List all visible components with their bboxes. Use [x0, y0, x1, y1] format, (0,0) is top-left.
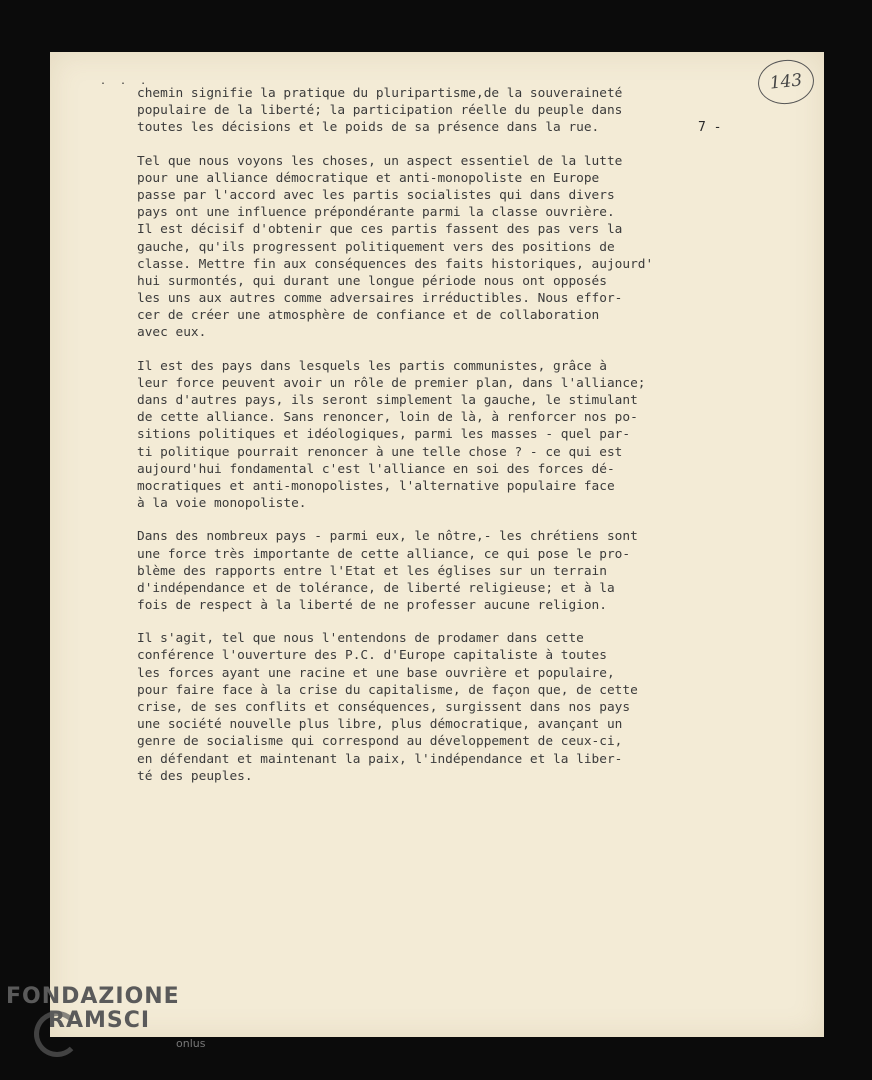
text-line: crise, de ses conflits et conséquences, surgissent dans nos pays	[137, 700, 631, 715]
text-line: en défendant et maintenant la paix, l'indépendance et la liber-	[137, 751, 623, 767]
text-line: à la voie monopoliste.	[137, 496, 307, 512]
text-line: populaire de la liberté; la participation réelle du peuple dans	[137, 103, 623, 119]
text-line: les forces ayant une racine et une base ouvrière et populaire,	[137, 665, 615, 681]
watermark-logo	[6, 984, 206, 1050]
paragraph	[137, 85, 737, 137]
text-line: mocratiques et anti-monopolistes, l'alternative populaire face	[137, 478, 615, 494]
archive-number: 143	[768, 70, 804, 94]
text-line: une force très importante de cette alliance, ce qui pose le pro-	[137, 546, 631, 562]
watermark-subtitle: RAMSCI	[48, 1008, 151, 1033]
text-line: Tel que nous voyons les choses, un aspect essentiel de la lutte	[137, 153, 623, 169]
text-line: Dans des nombreux pays - parmi eux, le nôtre,- les chrétiens sont	[137, 529, 638, 545]
text-line: une société nouvelle plus libre, plus démocratique, avançant un	[137, 717, 623, 733]
text-line: avec eux.	[137, 325, 207, 341]
margin-marks: . . .	[100, 76, 151, 87]
text-line: passe par l'accord avec les partis socialistes qui dans divers	[137, 187, 615, 203]
text-line: ti politique pourrait renoncer à une telle chose ? - ce qui est	[137, 444, 623, 460]
text-line: Il s'agit, tel que nous l'entendons de prodamer dans cette	[137, 631, 584, 647]
archive-number-stamp	[756, 57, 816, 107]
paragraph-gap	[137, 137, 737, 153]
text-line: pour une alliance démocratique et anti-monopoliste en Europe	[137, 170, 600, 186]
text-line: pour faire face à la crise du capitalisme, de façon que, de cette	[137, 682, 638, 698]
text-line: de cette alliance. Sans renoncer, loin de là, à renforcer nos po-	[137, 410, 638, 426]
text-line: genre de socialisme qui correspond au développement de ceux-ci,	[137, 734, 623, 750]
logo-g-icon	[34, 1011, 80, 1057]
text-line: sitions politiques et idéologiques, parmi les masses - quel par-	[137, 427, 631, 443]
watermark-suffix: onlus	[176, 1037, 206, 1050]
text-line: chemin signifie la pratique du pluripartisme,de la souveraineté	[137, 86, 623, 101]
text-line: fois de respect à la liberté de ne professer aucune religion.	[137, 598, 607, 614]
watermark-title: FONDAZIONE	[6, 984, 180, 1009]
text-line: leur force peuvent avoir un rôle de premier plan, dans l'alliance;	[137, 375, 646, 391]
paragraph	[137, 358, 737, 513]
text-line: té des peuples.	[137, 768, 253, 784]
text-line: gauche, qu'ils progressent politiquement vers des positions de	[137, 239, 615, 255]
text-line: pays ont une influence prépondérante parmi la classe ouvrière.	[137, 205, 615, 221]
text-line: dans d'autres pays, ils seront simplement la gauche, le stimulant	[137, 393, 638, 408]
text-line: hui surmontés, qui durant une longue période nous ont opposés	[137, 273, 607, 289]
paragraph	[137, 528, 737, 614]
text-line: Il est des pays dans lesquels les partis communistes, grâce à	[137, 358, 607, 374]
text-line: toutes les décisions et le poids de sa présence dans la rue.	[137, 120, 600, 136]
paragraph-gap	[137, 614, 737, 630]
text-line: conférence l'ouverture des P.C. d'Europe capitaliste à toutes	[137, 648, 607, 664]
text-line: aujourd'hui fondamental c'est l'alliance en soi des forces dé-	[137, 461, 615, 477]
text-line: Il est décisif d'obtenir que ces partis fassent des pas vers la	[137, 222, 623, 238]
document-body	[137, 85, 737, 785]
paragraph-gap	[137, 342, 737, 358]
paragraph-gap	[137, 512, 737, 528]
text-line: les uns aux autres comme adversaires irréductibles. Nous effor-	[137, 291, 623, 307]
paragraph	[137, 630, 737, 785]
page-number: 7 -	[698, 120, 722, 135]
text-line: cer de créer une atmosphère de confiance et de collaboration	[137, 308, 600, 324]
text-line: d'indépendance et de tolérance, de liberté religieuse; et à la	[137, 580, 615, 596]
paragraph	[137, 153, 737, 342]
text-line: classe. Mettre fin aux conséquences des faits historiques, aujourd'	[137, 256, 654, 272]
text-line: blème des rapports entre l'Etat et les églises sur un terrain	[137, 563, 607, 579]
